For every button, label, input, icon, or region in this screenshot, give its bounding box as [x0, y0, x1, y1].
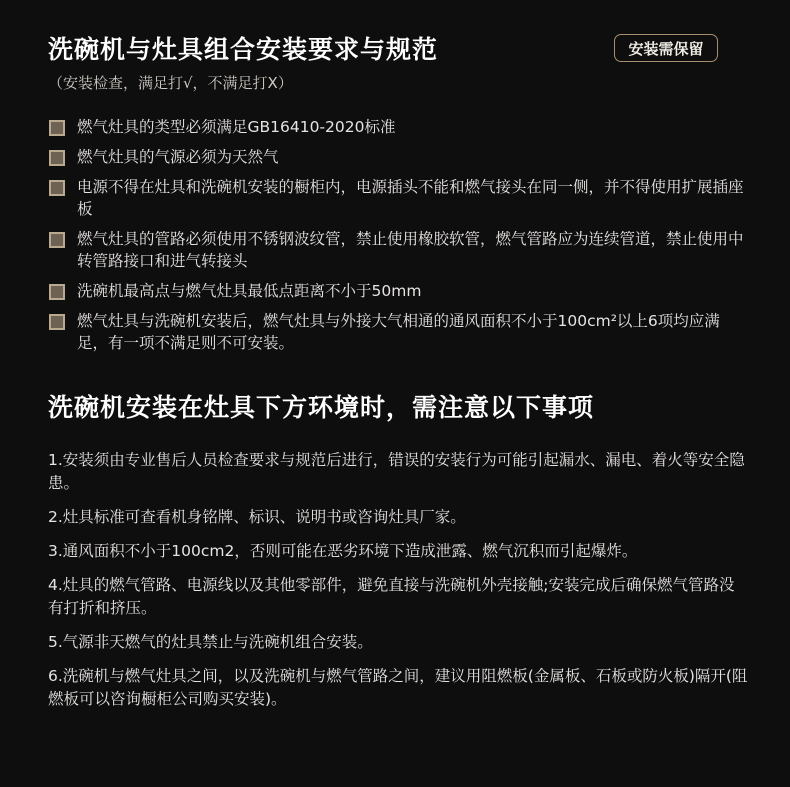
page-subtitle: （安装检查，满足打√，不满足打X）: [48, 74, 293, 92]
checklist-item: [48, 176, 748, 220]
notes-list: [48, 449, 748, 722]
note-item: 1.安装须由专业售后人员检查要求与规范后进行，错误的安装行为可能引起漏水、漏电、着火等安全隐患。: [48, 451, 745, 492]
checklist-item-text: 燃气灶具与洗碗机安装后，燃气灶具与外接大气相通的通风面积不小于100cm²以上6项均应满足，有一项不满足则不可安装。: [77, 312, 720, 352]
note-item: 4.灶具的燃气管路、电源线以及其他零部件，避免直接与洗碗机外壳接触;安装完成后确保燃气管路没有打折和挤压。: [48, 576, 735, 617]
note-item: 3.通风面积不小于100cm2，否则可能在恶劣环境下造成泄露、燃气沉积而引起爆炸。: [48, 542, 638, 560]
checkbox-icon[interactable]: [49, 180, 65, 196]
keep-after-install-badge: 安装需保留: [614, 34, 718, 62]
note-item: 6.洗碗机与燃气灶具之间，以及洗碗机与燃气管路之间，建议用阻燃板(金属板、石板或防火板)隔开(阻燃板可以咨询橱柜公司购买安装)。: [48, 667, 748, 708]
checklist-item-text: 燃气灶具的类型必须满足GB16410-2020标准: [77, 118, 396, 136]
section-title: 洗碗机安装在灶具下方环境时，需注意以下事项: [48, 393, 595, 422]
checkbox-icon[interactable]: [49, 120, 65, 136]
installation-checklist: [48, 116, 748, 362]
checklist-item: [48, 280, 748, 302]
checklist-item-text: 燃气灶具的管路必须使用不锈钢波纹管，禁止使用橡胶软管，燃气管路应为连续管道，禁止使用中转管路接口和进气转接头: [77, 230, 744, 270]
checklist-item: [48, 116, 748, 138]
checklist-item: [48, 146, 748, 168]
page-title: 洗碗机与灶具组合安装要求与规范: [48, 35, 439, 64]
checklist-item: [48, 310, 748, 354]
note-item: 2.灶具标准可查看机身铭牌、标识、说明书或咨询灶具厂家。: [48, 508, 466, 526]
note-item: 5.气源非天燃气的灶具禁止与洗碗机组合安装。: [48, 633, 373, 651]
checkbox-icon[interactable]: [49, 284, 65, 300]
checkbox-icon[interactable]: [49, 232, 65, 248]
checkbox-icon[interactable]: [49, 314, 65, 330]
checklist-item-text: 电源不得在灶具和洗碗机安装的橱柜内，电源插头不能和燃气接头在同一侧，并不得使用扩展插座板: [77, 178, 744, 218]
checkbox-icon[interactable]: [49, 150, 65, 166]
checklist-item: [48, 228, 748, 272]
checklist-item-text: 燃气灶具的气源必须为天然气: [77, 148, 279, 166]
checklist-item-text: 洗碗机最高点与燃气灶具最低点距离不小于50mm: [77, 282, 422, 300]
